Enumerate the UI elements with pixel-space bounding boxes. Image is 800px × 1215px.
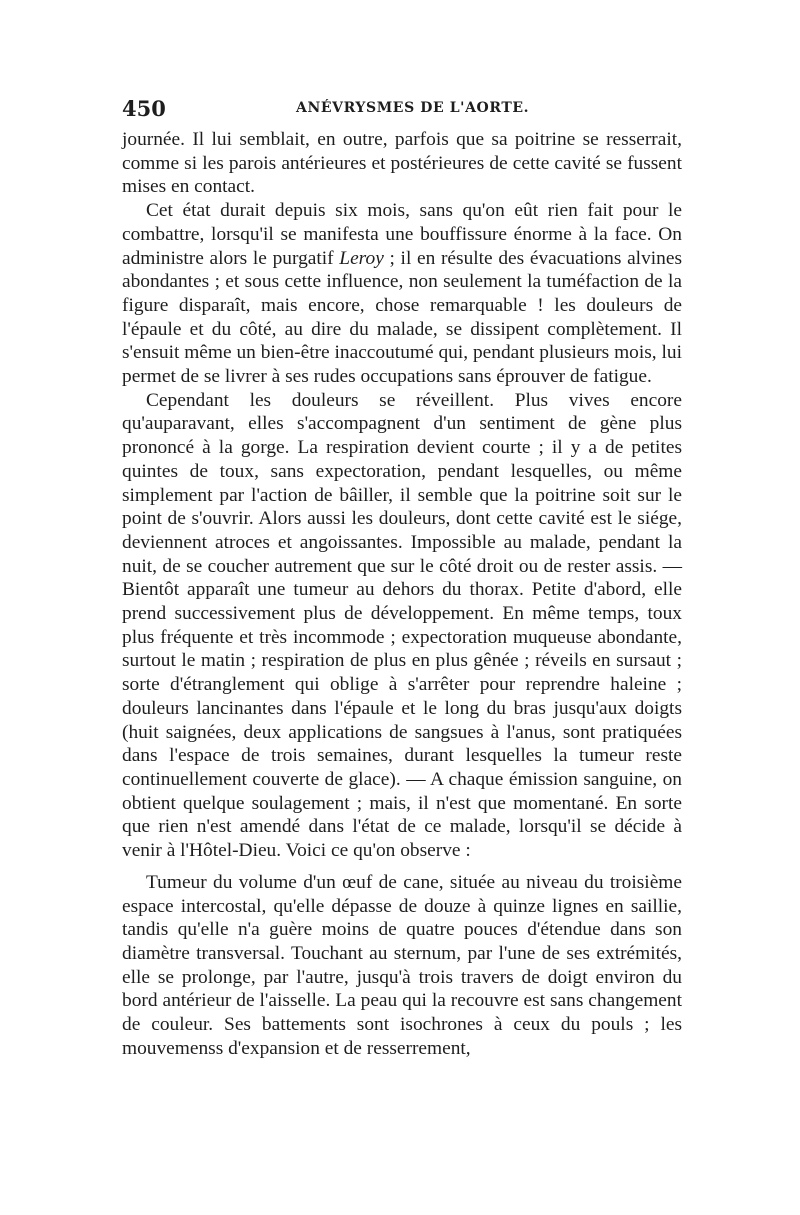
page-number: 450 bbox=[122, 96, 166, 121]
paragraph-4 bbox=[122, 871, 682, 1061]
page-header bbox=[122, 96, 678, 124]
paragraph-2-text-before: Cet état durait depuis six mois, sans qu'on eût rien fait pour le combattre, lorsqu'il se manifesta une bouffissure énorme à la face. On administre alors le purgatif bbox=[122, 200, 682, 269]
paragraph-3 bbox=[122, 389, 682, 863]
running-title: ANÉVRYSMES DE L'AORTE. bbox=[296, 100, 530, 116]
paragraph-2 bbox=[122, 199, 682, 389]
paragraph-2-italic-term: Leroy bbox=[339, 247, 384, 269]
paragraph-4-text: Tumeur du volume d'un œuf de cane, située au niveau du troisième espace intercostal, qu'elle dépasse de douze à quinze lignes en saillie, tandis qu'elle n'a guère moins de quatre pouces d'étendue dans son diamètre transversal. Touchant au sternum, par l'une de ses extrémités, elle se prolonge, par l'autre, jusqu'à trois travers de doigt environ du bord antérieur de l'aisselle. La peau qui la recouvre est sans changement de couleur. Ses battements sont isochrones à ceux du pouls ; les mouvemenss d'expansion et de resserrement, bbox=[122, 871, 682, 1059]
body-text bbox=[122, 128, 682, 1060]
paragraph-2-text-after: ; il en résulte des évacuations alvines abondantes ; et sous cette influence, non seulement la tuméfaction de la figure disparaît, mais encore, chose remarquable ! les douleurs de l'épaule et du côté, au dire du malade, se dissipent complètement. Il s'ensuit même un bien-être inaccoutumé qui, pendant plusieurs mois, lui permet de se livrer à ses rudes occupations sans éprouver de fatigue. bbox=[122, 247, 682, 388]
paragraph-1 bbox=[122, 128, 682, 199]
paragraph-3-text: Cependant les douleurs se réveillent. Plus vives encore qu'auparavant, elles s'accompagnent d'un sentiment de gène plus prononcé à la gorge. La respiration devient courte ; il y a de petites quintes de toux, sans expectoration, pendant lesquelles, ou même simplement par l'action de bâiller, il semble que la poitrine soit sur le point de s'ouvrir. Alors aussi les douleurs, dont cette cavité est le siége, deviennent atroces et angoissantes. Impossible au malade, pendant la nuit, de se coucher autrement que sur le côté droit ou de rester assis. — Bientôt apparaît une tumeur au dehors du thorax. Petite d'abord, elle prend successivement plus de développement. En même temps, toux plus fréquente et très incommode ; expectoration muqueuse abondante, surtout le matin ; respiration de plus en plus gênée ; réveils en sursaut ; sorte d'étranglement qui oblige à s'arrêter pour reprendre haleine ; douleurs lancinantes dans l'épaule et le long du bras jusqu'aux doigts (huit saignées, deux applications de sangsues à l'anus, sont pratiquées dans l'espace de trois semaines, durant lesquelles la tumeur reste continuellement couverte de glace). — A chaque émission sanguine, on obtient quelque soulagement ; mais, il n'est que momentané. En sorte que rien n'est amendé dans l'état de ce malade, lorsqu'il se décide à venir à l'Hôtel-Dieu. Voici ce qu'on observe : bbox=[122, 389, 682, 862]
paragraph-1-text: journée. Il lui semblait, en outre, parfois que sa poitrine se resserrait, comme si les parois antérieures et postérieures de cette cavité se fussent mises en contact. bbox=[122, 129, 682, 198]
